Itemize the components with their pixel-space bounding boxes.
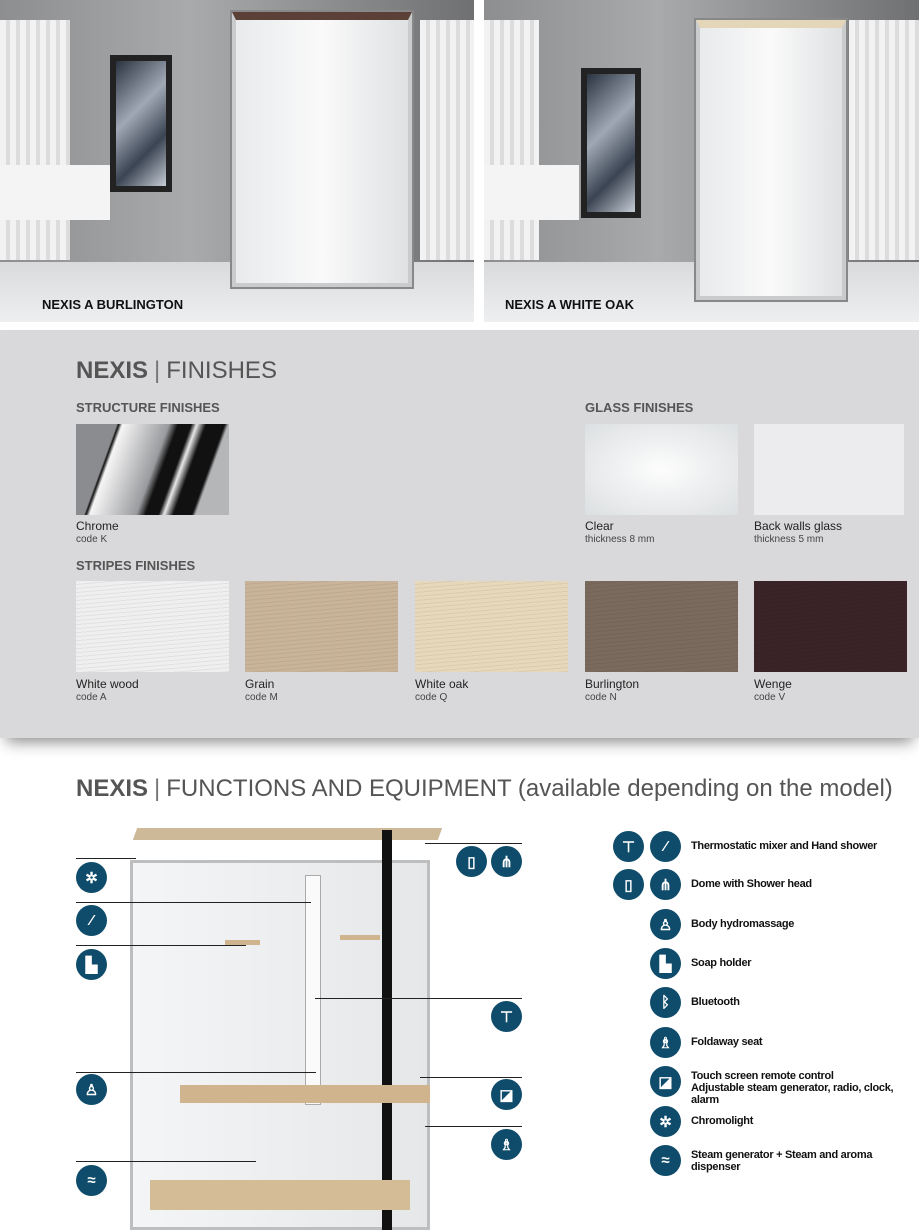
swatch-name: Chrome [76,519,119,533]
glass-heading: GLASS FINISHES [585,400,694,415]
body-hydromassage-icon: ♙ [650,909,681,940]
swatch-back-walls-glass [754,424,904,515]
swatch-name: Back walls glass [754,519,843,533]
hand-shower-icon: ⁄ [76,905,107,936]
swatch-code: code V [754,692,786,703]
legend-text: Dome with Shower head [691,878,812,890]
legend-item [691,1070,919,1106]
steam-icon: ≈ [76,1165,107,1196]
soap-holder-icon: ▙ [76,949,107,980]
swatch-code: code Q [415,692,448,703]
functions-title: NEXIS | FUNCTIONS AND EQUIPMENT (available depending on the model) [76,775,893,802]
legend-item [691,996,740,1008]
swatch-name: Wenge [754,677,792,691]
swatch-chrome [76,424,229,515]
photo-nexis-a-white-oak [484,0,919,322]
swatch-code: thickness 8 mm [585,534,655,545]
brand: NEXIS [76,775,149,802]
foldaway-seat-icon: ♗ [491,1129,522,1160]
foldaway-seat-icon: ♗ [650,1027,681,1058]
legend-text: Chromolight [691,1115,754,1127]
photo-nexis-a-burlington [0,0,474,322]
dome-icon: ▯ [613,869,644,900]
swatch-code: thickness 5 mm [754,534,824,545]
legend-text-2: dispenser [691,1161,741,1173]
photo-label: NEXIS A WHITE OAK [505,297,635,312]
legend-item [691,840,877,852]
tap-icon: ⊤ [491,1001,522,1032]
swatch-name: Clear [585,519,614,533]
tap-icon: ⊤ [613,831,644,862]
hand-shower-icon: ⁄ [650,831,681,862]
finishes-title: NEXIS | FINISHES [76,357,277,384]
legend-item [691,957,751,969]
section-title: FUNCTIONS AND EQUIPMENT (available depending on the model) [166,775,893,802]
section-title: FINISHES [166,357,277,384]
structure-heading: STRUCTURE FINISHES [76,400,220,415]
legend-item [691,1036,762,1048]
swatch-code: code A [76,692,107,703]
legend-item [691,878,812,890]
legend-item [691,918,794,930]
swatch-code: code M [245,692,278,703]
swatch-stripe [415,581,568,672]
legend-text: Bluetooth [691,996,740,1008]
shower-cabin-diagram [130,820,440,1229]
swatch-code: code K [76,534,108,545]
soap-holder-icon: ▙ [650,948,681,979]
remote-control-icon: ◪ [491,1079,522,1110]
chromolight-icon: ✲ [76,862,107,893]
legend-text: Touch screen remote control [691,1070,834,1082]
swatch-stripe [245,581,398,672]
chromolight-icon: ✲ [650,1106,681,1137]
remote-control-icon: ◪ [650,1066,681,1097]
body-hydromassage-icon: ♙ [76,1074,107,1105]
swatch-name: Grain [245,677,275,691]
steam-icon: ≈ [650,1145,681,1176]
swatch-stripe [76,581,229,672]
shower-head-icon: ⋔ [491,846,522,877]
dome-icon: ▯ [456,846,487,877]
legend-item [691,1149,872,1173]
stripes-heading: STRIPES FINISHES [76,558,196,573]
legend-text: Thermostatic mixer and Hand shower [691,840,878,852]
shower-head-icon: ⋔ [650,869,681,900]
legend-text: Soap holder [691,957,752,969]
swatch-name: White oak [415,677,469,691]
swatch-name: White wood [76,677,139,691]
legend-item [691,1115,753,1127]
swatch-stripe [585,581,738,672]
brand: NEXIS [76,357,149,384]
bluetooth-icon: ᛒ [650,987,681,1018]
legend-text: Foldaway seat [691,1036,763,1048]
legend-text: Body hydromassage [691,918,795,930]
swatch-stripe [754,581,907,672]
photo-label: NEXIS A BURLINGTON [42,297,184,312]
swatch-code: code N [585,692,617,703]
legend-text: Steam generator + Steam and aroma [691,1149,873,1161]
legend-text-2: Adjustable steam generator, radio, clock, alarm [691,1082,894,1106]
swatch-name: Burlington [585,677,640,691]
swatch-clear [585,424,738,515]
